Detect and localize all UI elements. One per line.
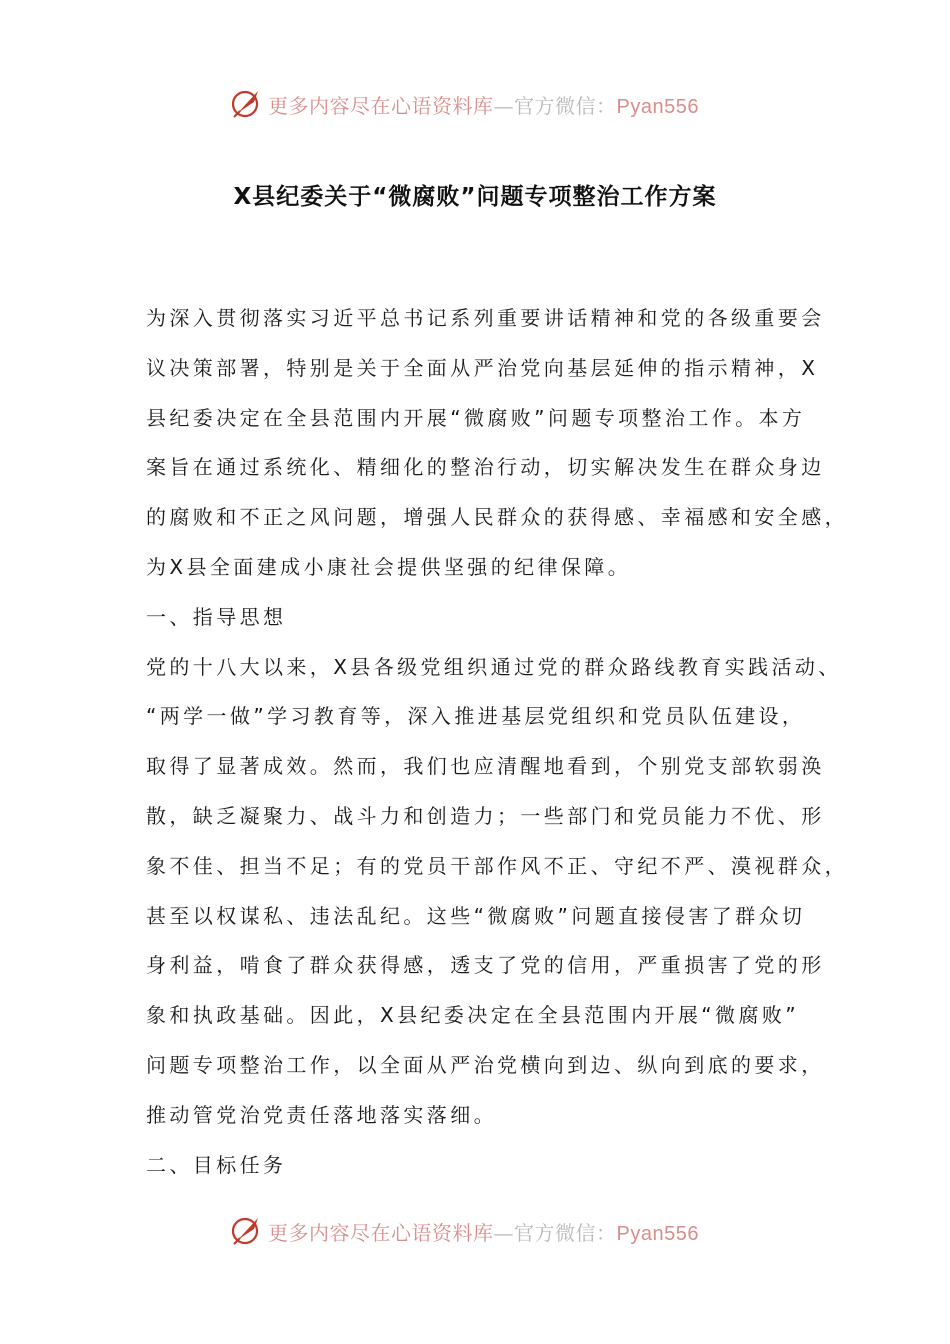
text-line: 一、指导思想 [146, 604, 287, 629]
text-line: 象和执政基础。因此，X县纪委决定在全县范围内开展“微腐败” [146, 1003, 800, 1028]
document-title: X县纪委关于“微腐败”问题专项整治工作方案 [233, 184, 717, 210]
text-line: 甚至以权谋私、违法乱纪。这些“微腐败”问题直接侵害了群众切 [146, 903, 806, 928]
text-line: 取得了显著成效。然而，我们也应清醒地看到，个别党支部软弱涣 [146, 754, 825, 779]
watermark-brand: 更多内容尽在心语资料库 [268, 93, 494, 118]
text-line: 的腐败和不正之风问题，增强人民群众的获得感、幸福感和安全感， [146, 505, 848, 530]
document-body [146, 300, 848, 1196]
text-line: 问题专项整治工作，以全面从严治党横向到边、纵向到底的要求， [146, 1052, 825, 1077]
text-line: 县纪委决定在全县范围内开展“微腐败”问题专项整治工作。本方 [146, 405, 806, 430]
text-line: 党的十八大以来，X县各级党组织通过党的群众路线教育实践活动、 [146, 654, 842, 679]
header-watermark [228, 84, 699, 124]
text-line: 议决策部署，特别是关于全面从严治党向基层延伸的指示精神，X [146, 355, 819, 380]
text-line: 象不佳、担当不足；有的党员干部作风不正、守纪不严、漠视群众， [146, 853, 848, 878]
text-line: 推动管党治党责任落地落实落细。 [146, 1102, 497, 1127]
watermark-official-label: —官方微信： [493, 1220, 617, 1245]
watermark-brand: 更多内容尽在心语资料库 [268, 1220, 494, 1245]
text-line: 为深入贯彻落实习近平总书记系列重要讲话精神和党的各级重要会 [146, 306, 825, 330]
watermark-text [268, 90, 699, 119]
text-line: 散，缺乏凝聚力、战斗力和创造力；一些部门和党员能力不优、形 [146, 803, 825, 828]
text-line: 为X县全面建成小康社会提供坚强的纪律保障。 [146, 554, 632, 579]
quill-logo-icon [228, 86, 264, 122]
text-line: “两学一做”学习教育等，深入推进基层党组织和党员队伍建设， [146, 704, 806, 729]
watermark-official-label: —官方微信： [493, 93, 617, 118]
text-line: 身利益，啃食了群众获得感，透支了党的信用，严重损害了党的形 [146, 953, 825, 978]
watermark-wechat-id: Pyan556 [616, 95, 699, 118]
quill-logo-icon [228, 1213, 264, 1249]
watermark-text [268, 1217, 699, 1246]
text-line: 二、目标任务 [146, 1152, 287, 1177]
footer-watermark [228, 1211, 699, 1251]
text-line: 案旨在通过系统化、精细化的整治行动，切实解决发生在群众身边 [146, 455, 825, 480]
watermark-wechat-id: Pyan556 [616, 1222, 699, 1245]
